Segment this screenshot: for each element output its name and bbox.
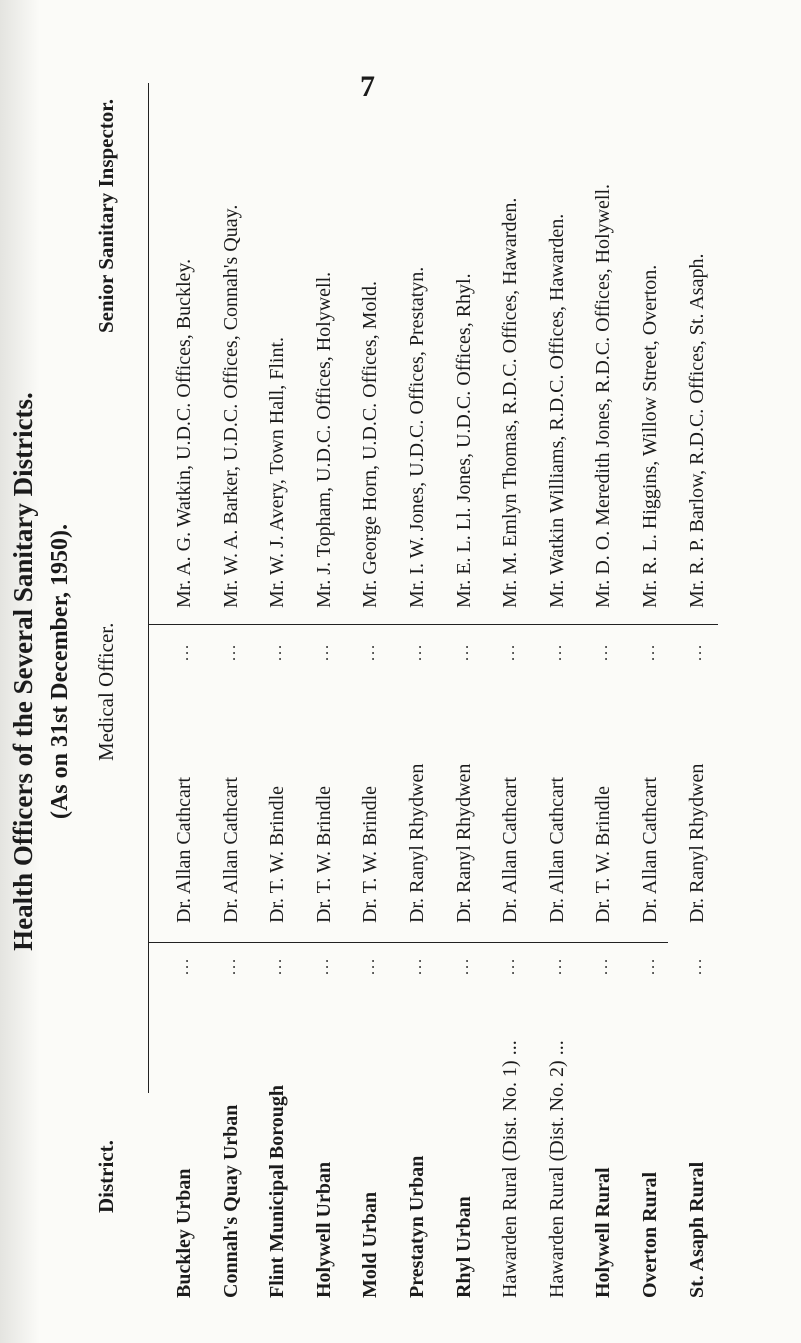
leader-dots: ... — [408, 957, 425, 975]
leader-dots: ... — [175, 957, 192, 975]
leader-dots: ... — [688, 643, 705, 661]
leader-dots: ... — [688, 957, 705, 975]
leader-dots: ... — [455, 643, 472, 661]
table-cell-district: Connah's Quay Urban — [220, 1104, 242, 1298]
table-cell-district: Holywell Rural — [592, 1167, 614, 1298]
page-subtitle: (As on 31st December, 1950). — [47, 523, 73, 820]
table-cell-medical-officer: Dr. Ranyl Rhydwen — [686, 763, 708, 923]
page-number: 7 — [360, 70, 375, 103]
table-cell-district: Flint Municipal Borough — [266, 1084, 288, 1298]
table-cell-medical-officer: Dr. T. W. Brindle — [359, 785, 381, 923]
table-cell-medical-officer: Dr. Allan Cathcart — [220, 776, 242, 923]
table-cell-inspector: Mr. E. L. Ll. Jones, U.D.C. Offices, Rhyl. — [453, 273, 475, 608]
column-header-inspector: Senior Sanitary Inspector. — [94, 99, 118, 333]
leader-dots: ... — [501, 643, 518, 661]
table-cell-medical-officer: Dr. Ranyl Rhydwen — [406, 763, 428, 923]
column-header-medical-officer: Medical Officer. — [94, 622, 118, 761]
table-cell-medical-officer: Dr. Allan Cathcart — [639, 776, 661, 923]
leader-dots: ... — [641, 643, 658, 661]
page-title: Health Officers of the Several Sanitary Districts. — [8, 392, 38, 951]
leader-dots: ... — [222, 957, 239, 975]
table-cell-inspector: Mr. J. Topham, U.D.C. Offices, Holywell. — [313, 271, 335, 608]
table-cell-inspector: Mr. A. G. Watkin, U.D.C. Offices, Buckley. — [173, 258, 195, 608]
column-divider-2 — [148, 624, 718, 625]
table-cell-district: Rhyl Urban — [453, 1196, 475, 1298]
table-cell-inspector: Mr. W. J. Avery, Town Hall, Flint. — [266, 336, 288, 608]
table-cell-inspector: Mr. W. A. Barker, U.D.C. Offices, Connah's Quay. — [220, 204, 242, 608]
table-cell-inspector: Mr. M. Emlyn Thomas, R.D.C. Offices, Hawarden. — [499, 197, 521, 608]
table-cell-inspector: Mr. R. P. Barlow, R.D.C. Offices, St. Asaph. — [686, 253, 708, 608]
leader-dots: ... — [594, 643, 611, 661]
column-header-district: District. — [94, 1140, 118, 1213]
table-cell-medical-officer: Dr. T. W. Brindle — [313, 785, 335, 923]
table-cell-district: Overton Rural — [639, 1171, 661, 1298]
table-cell-inspector: Mr. D. O. Meredith Jones, R.D.C. Offices, Holywell. — [592, 183, 614, 608]
leader-dots: ... — [501, 957, 518, 975]
table-cell-medical-officer: Dr. Allan Cathcart — [173, 776, 195, 923]
leader-dots: ... — [408, 643, 425, 661]
leader-dots: ... — [175, 643, 192, 661]
leader-dots: ... — [455, 957, 472, 975]
table-cell-inspector: Mr. Watkin Williams, R.D.C. Offices, Hawarden. — [546, 213, 568, 608]
table-cell-district: Hawarden Rural (Dist. No. 1) ... — [499, 1040, 521, 1298]
leader-dots: ... — [361, 957, 378, 975]
leader-dots: ... — [315, 957, 332, 975]
table-cell-inspector: Mr. I. W. Jones, U.D.C. Offices, Prestatyn. — [406, 266, 428, 608]
column-divider-1 — [148, 942, 668, 943]
leader-dots: ... — [548, 643, 565, 661]
leader-dots: ... — [268, 957, 285, 975]
table-cell-inspector: Mr. R. L. Higgins, Willow Street, Overton. — [639, 264, 661, 608]
leader-dots: ... — [548, 957, 565, 975]
table-cell-medical-officer: Dr. Allan Cathcart — [546, 776, 568, 923]
table-cell-medical-officer: Dr. T. W. Brindle — [592, 785, 614, 923]
leader-dots: ... — [594, 957, 611, 975]
table-cell-district: St. Asaph Rural — [686, 1161, 708, 1298]
table-cell-medical-officer: Dr. Allan Cathcart — [499, 776, 521, 923]
leader-dots: ... — [361, 643, 378, 661]
table-cell-district: Holywell Urban — [313, 1161, 335, 1298]
leader-dots: ... — [268, 643, 285, 661]
table-cell-medical-officer: Dr. Ranyl Rhydwen — [453, 763, 475, 923]
leader-dots: ... — [222, 643, 239, 661]
table-cell-inspector: Mr. George Horn, U.D.C. Offices, Mold. — [359, 280, 381, 608]
table-cell-medical-officer: Dr. T. W. Brindle — [266, 785, 288, 923]
table-cell-district: Prestatyn Urban — [406, 1155, 428, 1298]
leader-dots: ... — [641, 957, 658, 975]
leader-dots: ... — [315, 643, 332, 661]
table-cell-district: Hawarden Rural (Dist. No. 2) ... — [546, 1040, 568, 1298]
table-cell-district: Mold Urban — [359, 1191, 381, 1298]
table-cell-district: Buckley Urban — [173, 1168, 195, 1298]
